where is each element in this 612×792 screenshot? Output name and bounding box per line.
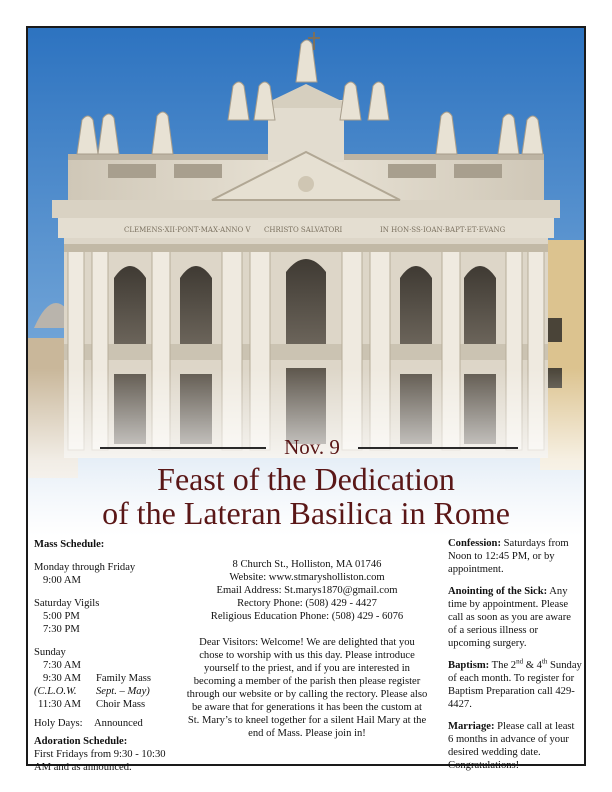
adoration-heading: Adoration Schedule: [34,736,128,747]
confession-text: Saturdays from Noon to 12:45 PM, or by appointment. [448,538,569,575]
inscription-right: IN HON·SS·IOAN·BAPT·ET·EVANG [380,226,506,234]
sunday-row [34,685,184,698]
parish-website: Website: www.stmarysholliston.com [229,572,385,583]
baptism-text-start: The 2 [491,660,517,671]
divider-line [358,447,518,449]
rectory-phone: Rectory Phone: (508) 429 - 4427 [237,598,377,609]
anointing-label: Anointing of the Sick: [448,586,548,597]
weekday-time: 9:00 AM [43,575,81,586]
baptism-text-mid: & 4 [523,660,542,671]
feast-date: Nov. 9 [284,435,340,459]
inscription-left: CLEMENS·XII·PONT·MAX·ANNO V [124,226,251,234]
sunday-row-desc: Choir Mass [96,699,146,710]
baptism-label: Baptism: [448,660,490,671]
weekday-label: Monday through Friday [34,562,136,573]
confession-info [448,537,582,576]
bulletin-page [26,26,586,773]
saturday-label: Saturday Vigils [34,598,100,609]
saturday-time: 5:00 PM [43,611,80,622]
confession-label: Confession: [448,538,501,549]
sunday-row-desc: Sept. – May) [96,686,150,697]
marriage-text: Please call at least 6 months in advance of your desired wedding date. Congratulations! [448,721,575,771]
visitors-welcome-text: Dear Visitors: Welcome! We are delighted that you chose to worship with us this day. Please introduce yourself to the priest, and if you are interested in becoming a member of the parish then please register through our website or by calling the rectory. Please also be aware that for generations it has been the custom at St. Mary’s to kneel together for a silent Hail Mary at the end of Mass. Please join in! [186,637,428,739]
feast-title-line-1: Feast of the Dedication [157,461,455,497]
sunday-row-time: (C.L.O.W. [34,686,77,697]
sunday-row-desc: Family Mass [96,673,152,684]
feast-title-line-2: of the Lateran Basilica in Rome [102,495,510,531]
mass-schedule-column [34,538,184,774]
sunday-row-time: 11:30 AM [38,699,81,710]
sacraments-column [448,537,582,781]
feast-date-row [28,432,584,462]
parish-email: Email Address: St.marys1870@gmail.com [216,585,398,596]
marriage-label: Marriage: [448,721,495,732]
holy-days-value: Announced [94,718,143,729]
anointing-info [448,585,582,650]
holy-days-row [34,717,184,730]
sunday-label: Sunday [34,647,66,658]
adoration-text: First Fridays from 9:30 - 10:30 AM and as announced. [34,749,166,773]
marriage-info [448,720,582,772]
parish-info-column [186,558,428,740]
sunday-row [34,672,184,685]
ordinal-suffix: th [541,657,548,666]
anointing-text: Any time by appointment. Please call as soon as you are aware of a serious illness or upcoming surgery. [448,586,571,649]
sunday-row-time: 9:30 AM [43,673,81,684]
ordinal-suffix: nd [516,657,524,666]
sunday-row [34,698,184,711]
divider-line [100,447,266,449]
saturday-time: 7:30 PM [43,624,80,635]
baptism-info [448,659,582,711]
baptism-text-end: Sunday of each month. To register for Baptism Preparation call 429-4427. [448,660,582,710]
inscription-center: CHRISTO SALVATORI [264,226,343,234]
religious-ed-phone: Religious Education Phone: (508) 429 - 6076 [210,611,404,622]
mass-schedule-heading: Mass Schedule: [34,539,105,550]
sunday-time: 7:30 AM [43,660,81,671]
parish-address: 8 Church St., Holliston, MA 01746 [232,559,382,570]
holy-days-label: Holy Days: [34,718,83,729]
